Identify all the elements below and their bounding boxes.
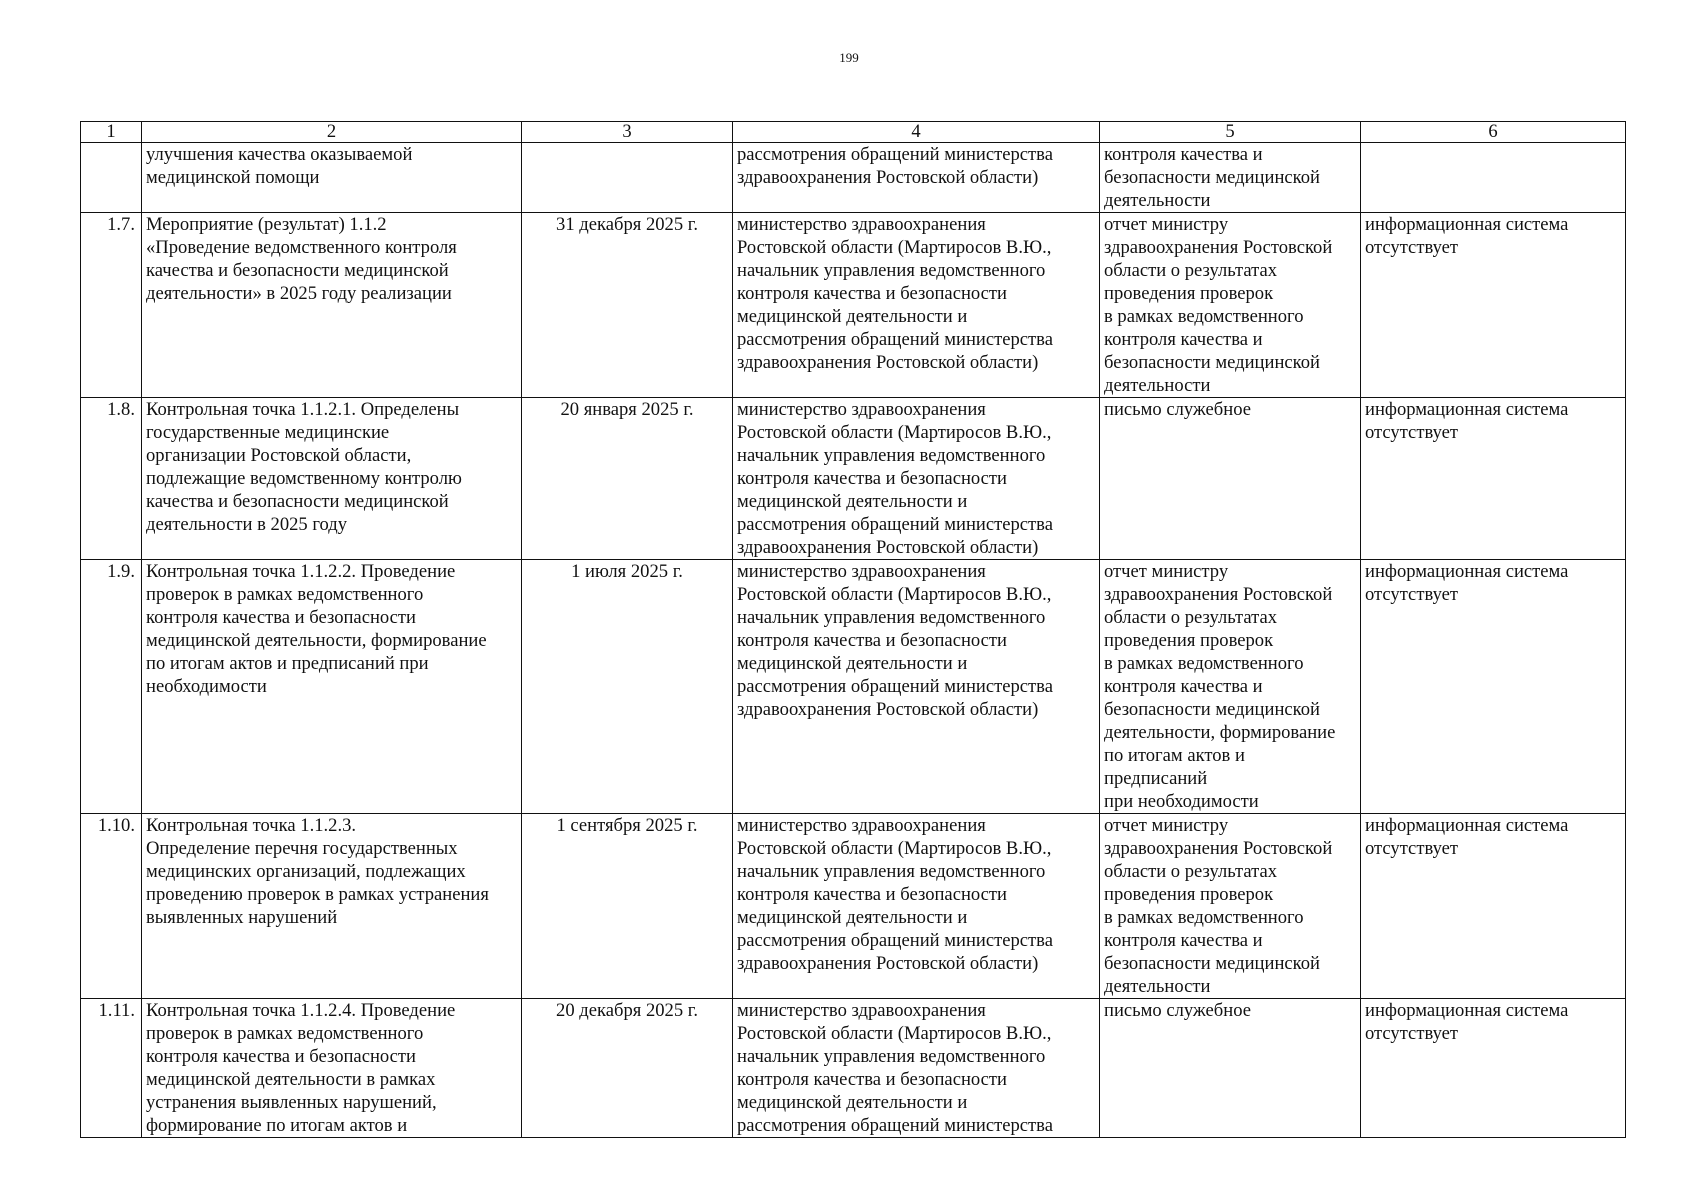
due-date [522, 143, 733, 213]
table-row [81, 814, 1626, 999]
plan-table [80, 121, 1626, 1138]
event-name: улучшения качества оказываемой медицинской помощи [142, 143, 522, 213]
information-system: информационная система отсутствует [1361, 814, 1626, 999]
column-header: 1 [81, 122, 142, 143]
document-type: письмо служебное [1100, 999, 1361, 1138]
due-date: 1 сентября 2025 г. [522, 814, 733, 999]
page-number: 199 [839, 50, 859, 65]
responsible-party: министерство здравоохранения Ростовской области (Мартиросов В.Ю., начальник управления ведомственного контроля качества и безопасности медицинской деятельности и рассмотрения обращений министерства здравоохранения Ростовской области) [733, 213, 1100, 398]
information-system: информационная система отсутствует [1361, 999, 1626, 1138]
information-system: информационная система отсутствует [1361, 560, 1626, 814]
column-header: 2 [142, 122, 522, 143]
information-system: информационная система отсутствует [1361, 398, 1626, 560]
responsible-party: рассмотрения обращений министерства здравоохранения Ростовской области) [733, 143, 1100, 213]
responsible-party: министерство здравоохранения Ростовской области (Мартиросов В.Ю., начальник управления ведомственного контроля качества и безопасности медицинской деятельности и рассмотрения обращений министерства [733, 999, 1100, 1138]
row-number: 1.8. [81, 398, 142, 560]
document-type: письмо служебное [1100, 398, 1361, 560]
document-type: отчет министру здравоохранения Ростовской области о результатах проведения проверок в рамках ведомственного контроля качества и безопасности медицинской деятельности, формирование по итогам актов и предписаний при необходимости [1100, 560, 1361, 814]
row-number: 1.10. [81, 814, 142, 999]
event-name: Контрольная точка 1.1.2.1. Определены государственные медицинские организации Ростовской области, подлежащие ведомственному контролю качества и безопасности медицинской деятельности в 2025 году [142, 398, 522, 560]
information-system [1361, 143, 1626, 213]
table-row [81, 999, 1626, 1138]
due-date: 31 декабря 2025 г. [522, 213, 733, 398]
table-row [81, 213, 1626, 398]
row-number [81, 143, 142, 213]
column-header: 3 [522, 122, 733, 143]
row-number: 1.11. [81, 999, 142, 1138]
column-header: 5 [1100, 122, 1361, 143]
table-row [81, 398, 1626, 560]
table-header-row [81, 122, 1626, 143]
row-number: 1.9. [81, 560, 142, 814]
table-row [81, 143, 1626, 213]
event-name: Контрольная точка 1.1.2.2. Проведение проверок в рамках ведомственного контроля качества и безопасности медицинской деятельности, формирование по итогам актов и предписаний при необходимости [142, 560, 522, 814]
due-date: 20 декабря 2025 г. [522, 999, 733, 1138]
document-type: отчет министру здравоохранения Ростовской области о результатах проведения проверок в рамках ведомственного контроля качества и безопасности медицинской деятельности [1100, 213, 1361, 398]
document-type: отчет министру здравоохранения Ростовской области о результатах проведения проверок в рамках ведомственного контроля качества и безопасности медицинской деятельности [1100, 814, 1361, 999]
column-header: 6 [1361, 122, 1626, 143]
column-header: 4 [733, 122, 1100, 143]
event-name: Контрольная точка 1.1.2.4. Проведение проверок в рамках ведомственного контроля качества и безопасности медицинской деятельности в рамках устранения выявленных нарушений, формирование по итогам актов и [142, 999, 522, 1138]
due-date: 1 июля 2025 г. [522, 560, 733, 814]
information-system: информационная система отсутствует [1361, 213, 1626, 398]
due-date: 20 января 2025 г. [522, 398, 733, 560]
responsible-party: министерство здравоохранения Ростовской области (Мартиросов В.Ю., начальник управления ведомственного контроля качества и безопасности медицинской деятельности и рассмотрения обращений министерства здравоохранения Ростовской области) [733, 560, 1100, 814]
responsible-party: министерство здравоохранения Ростовской области (Мартиросов В.Ю., начальник управления ведомственного контроля качества и безопасности медицинской деятельности и рассмотрения обращений министерства здравоохранения Ростовской области) [733, 814, 1100, 999]
event-name: Контрольная точка 1.1.2.3. Определение перечня государственных медицинских организаций, подлежащих проведению проверок в рамках устранения выявленных нарушений [142, 814, 522, 999]
responsible-party: министерство здравоохранения Ростовской области (Мартиросов В.Ю., начальник управления ведомственного контроля качества и безопасности медицинской деятельности и рассмотрения обращений министерства здравоохранения Ростовской области) [733, 398, 1100, 560]
table-row [81, 560, 1626, 814]
document-type: контроля качества и безопасности медицинской деятельности [1100, 143, 1361, 213]
row-number: 1.7. [81, 213, 142, 398]
event-name: Мероприятие (результат) 1.1.2 «Проведение ведомственного контроля качества и безопасности медицинской деятельности» в 2025 году реализации [142, 213, 522, 398]
